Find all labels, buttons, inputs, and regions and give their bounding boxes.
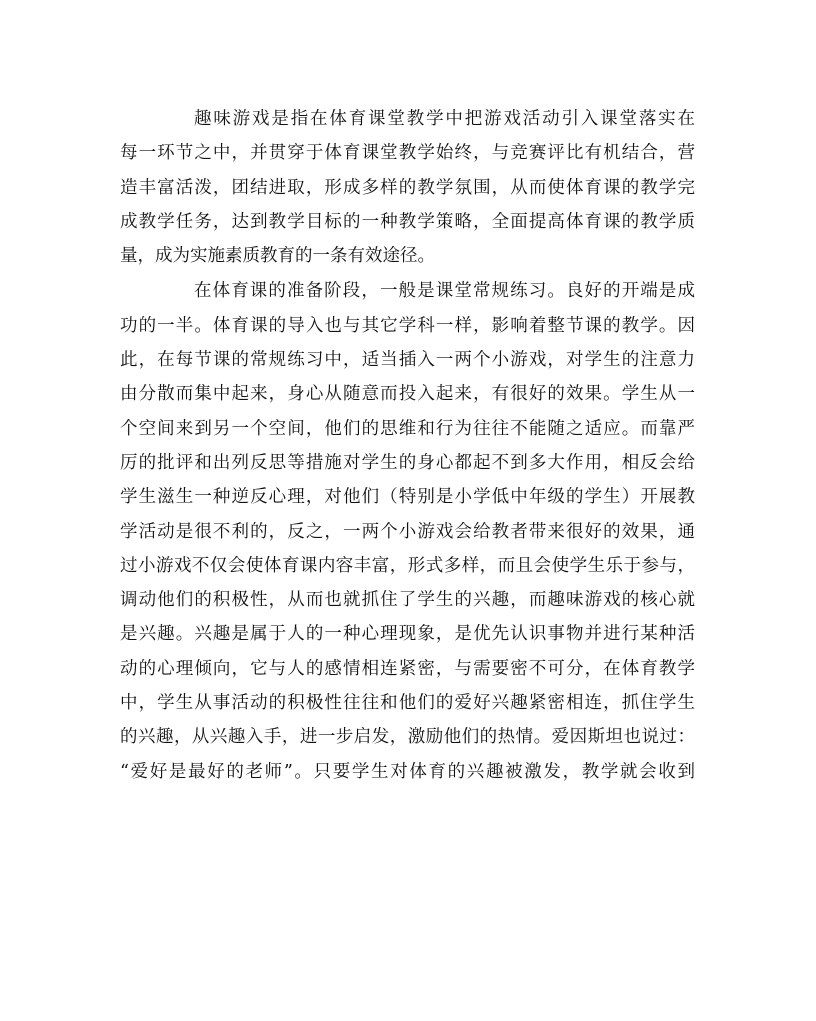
text-line: 此，在每节课的常规练习中，适当插入一两个小游戏，对学生的注意力 xyxy=(120,350,695,371)
text-line: 功的一半。体育课的导入也与其它学科一样，影响着整节课的教学。因 xyxy=(120,315,695,336)
text-line: 中，学生从事活动的积极性往往和他们的爱好兴趣紧密相连，抓住学生 xyxy=(120,693,695,714)
text-line: 学生滋生一种逆反心理，对他们（特别是小学低中年级的学生）开展教 xyxy=(120,487,695,508)
text-line: 趣味游戏是指在体育课堂教学中把游戏活动引入课堂落实在 xyxy=(194,109,695,129)
paragraph-1 xyxy=(120,102,700,273)
body-text xyxy=(120,102,700,789)
text-line: 学活动是很不利的，反之，一两个小游戏会给教者带来很好的效果，通 xyxy=(120,521,695,542)
text-line: 个空间来到另一个空间，他们的思维和行为往往不能随之适应。而靠严 xyxy=(120,418,695,439)
text-line: 过小游戏不仅会使体育课内容丰富，形式多样，而且会使学生乐于参与， xyxy=(120,555,695,576)
text-line: 造丰富活泼，团结进取，形成多样的教学氛围，从而使体育课的教学完 xyxy=(120,177,695,198)
text-line: 是兴趣。兴趣是属于人的一种心理现象，是优先认识事物并进行某种活 xyxy=(120,624,695,645)
text-line: 由分散而集中起来，身心从随意而投入起来，有很好的效果。学生从一 xyxy=(120,384,695,405)
text-line: 厉的批评和出列反思等措施对学生的身心都起不到多大作用，相反会给 xyxy=(120,452,695,473)
text-line: “爱好是最好的老师”。只要学生对体育的兴趣被激发，教学就会收到 xyxy=(120,761,695,782)
text-line: 量，成为实施素质教育的一条有效途径。 xyxy=(120,246,435,267)
text-line: 的兴趣，从兴趣入手，进一步启发，激励他们的热情。爱因斯坦也说过： xyxy=(120,727,695,748)
text-line: 调动他们的积极性，从而也就抓住了学生的兴趣，而趣味游戏的核心就 xyxy=(120,590,695,611)
text-line: 每一环节之中，并贯穿于体育课堂教学始终，与竞赛评比有机结合，营 xyxy=(120,143,695,164)
paragraph-2 xyxy=(120,274,700,788)
text-line: 动的心理倾向，它与人的感情相连紧密，与需要密不可分，在体育教学 xyxy=(120,658,695,679)
text-line: 在体育课的准备阶段，一般是课堂常规练习。良好的开端是成 xyxy=(194,281,695,302)
text-line: 成教学任务，达到教学目标的一种教学策略，全面提高体育课的教学质 xyxy=(120,211,695,232)
